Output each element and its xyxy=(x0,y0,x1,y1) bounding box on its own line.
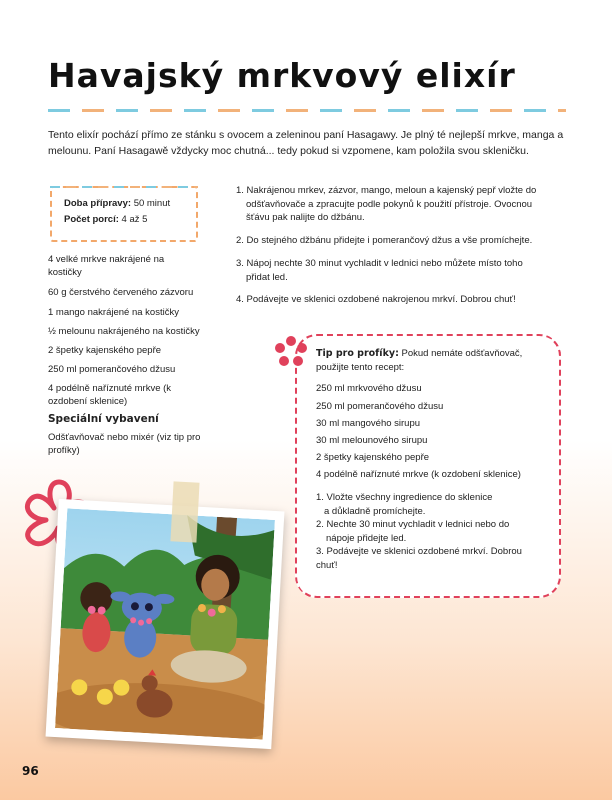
info-box xyxy=(50,186,198,242)
tape xyxy=(170,481,199,542)
equipment-heading: Speciální vybavení xyxy=(48,413,159,425)
tip-step-line: 2. Nechte 30 minut vychladit v lednici nebo do xyxy=(316,519,510,530)
step-2-line: 2. Do stejného džbánu přidejte i pomerančový džus a vše promíchejte. xyxy=(236,235,533,246)
tip-item: 250 ml mrkvového džusu xyxy=(316,383,422,394)
ingredient-item: 2 špetky kajenského pepře xyxy=(48,345,162,356)
tip-steps xyxy=(316,491,552,572)
step-1-line: 1. Nakrájenou mrkev, zázvor, mango, meloun a kajenský pepř vložte do xyxy=(236,185,537,196)
tip-item: 4 podélně naříznuté mrkve (k ozdobení sklenice) xyxy=(316,469,521,480)
step-4 xyxy=(236,293,566,307)
tip-item: 30 ml melounového sirupu xyxy=(316,435,428,446)
tip-item: 250 ml pomerančového džusu xyxy=(316,401,444,412)
tip-step-line: a důkladně promíchejte. xyxy=(324,505,426,517)
step-1 xyxy=(236,184,566,225)
servings-value: 4 až 5 xyxy=(121,214,148,225)
tip-item: 30 ml mangového sirupu xyxy=(316,418,421,429)
tip-step-line: nápoje přidejte led. xyxy=(326,532,407,544)
page-title: Havajský mrkvový elixír xyxy=(48,56,516,95)
tip-step-line: 1. Vložte všechny ingredience do sklenice xyxy=(316,492,493,503)
step-1-line: šťávu pak nalijte do džbánu. xyxy=(246,212,365,223)
prep-time-label: Doba přípravy: xyxy=(64,198,132,209)
step-3-line: přidat led. xyxy=(246,271,288,283)
flower-icon xyxy=(274,336,308,366)
illustration-photo xyxy=(46,499,285,749)
ingredient-item: 4 podélně naříznuté mrkve (k ozdobení sklenice) xyxy=(48,383,172,407)
ingredient-item: 4 velké mrkve nakrájené na kostičky xyxy=(48,254,165,278)
servings xyxy=(64,214,147,225)
step-4-line: 4. Podávejte ve sklenici ozdobené nakrojenou mrkví. Dobrou chuť! xyxy=(236,294,516,305)
equipment-text: Odšťavňovač nebo mixér (viz tip pro profíky) xyxy=(48,432,201,456)
tip-lead: použijte tento recept: xyxy=(316,361,405,373)
info-box-border xyxy=(50,186,198,188)
intro-text: Tento elixír pochází přímo ze stánku s ovocem a zeleninou paní Hasagawy. Je plný té nejlepší mrkve, manga a melounu. Paní Hasagawě vždycky moc chutná... tedy pokud si vzpomene, kam položila svou skleničku. xyxy=(48,129,564,157)
ingredient-item: 250 ml pomerančového džusu xyxy=(48,364,176,375)
ingredient-item: 60 g čerstvého červeného zázvoru xyxy=(48,287,194,298)
tip-title: Tip pro profíky: xyxy=(316,348,399,359)
title-divider xyxy=(48,109,566,112)
tip-intro xyxy=(316,347,522,374)
tip-item: 2 špetky kajenského pepře xyxy=(316,452,430,463)
ingredient-item: 1 mango nakrájené na kostičky xyxy=(48,307,179,318)
step-1-line: odšťavňovače a zpracujte podle pokynů k použití přístroje. Ovocnou xyxy=(246,198,533,210)
prep-time-value: 50 minut xyxy=(133,198,171,209)
prep-time xyxy=(64,198,170,209)
tip-step-line: chuť! xyxy=(316,559,338,571)
step-3-line: 3. Nápoj nechte 30 minut vychladit v lednici nebo můžete místo toho xyxy=(236,258,523,269)
lilo-stitch-illustration xyxy=(55,508,275,739)
step-2 xyxy=(236,234,566,248)
step-3 xyxy=(236,257,566,284)
tip-lead: Pokud nemáte odšťavňovač, xyxy=(401,348,523,359)
ingredient-item: ½ melounu nakrájeného na kostičky xyxy=(48,326,200,337)
tip-step-line: 3. Podávejte ve sklenici ozdobené mrkví. Dobrou xyxy=(316,546,522,557)
page-number: 96 xyxy=(22,764,39,778)
servings-label: Počet porcí: xyxy=(64,214,119,225)
